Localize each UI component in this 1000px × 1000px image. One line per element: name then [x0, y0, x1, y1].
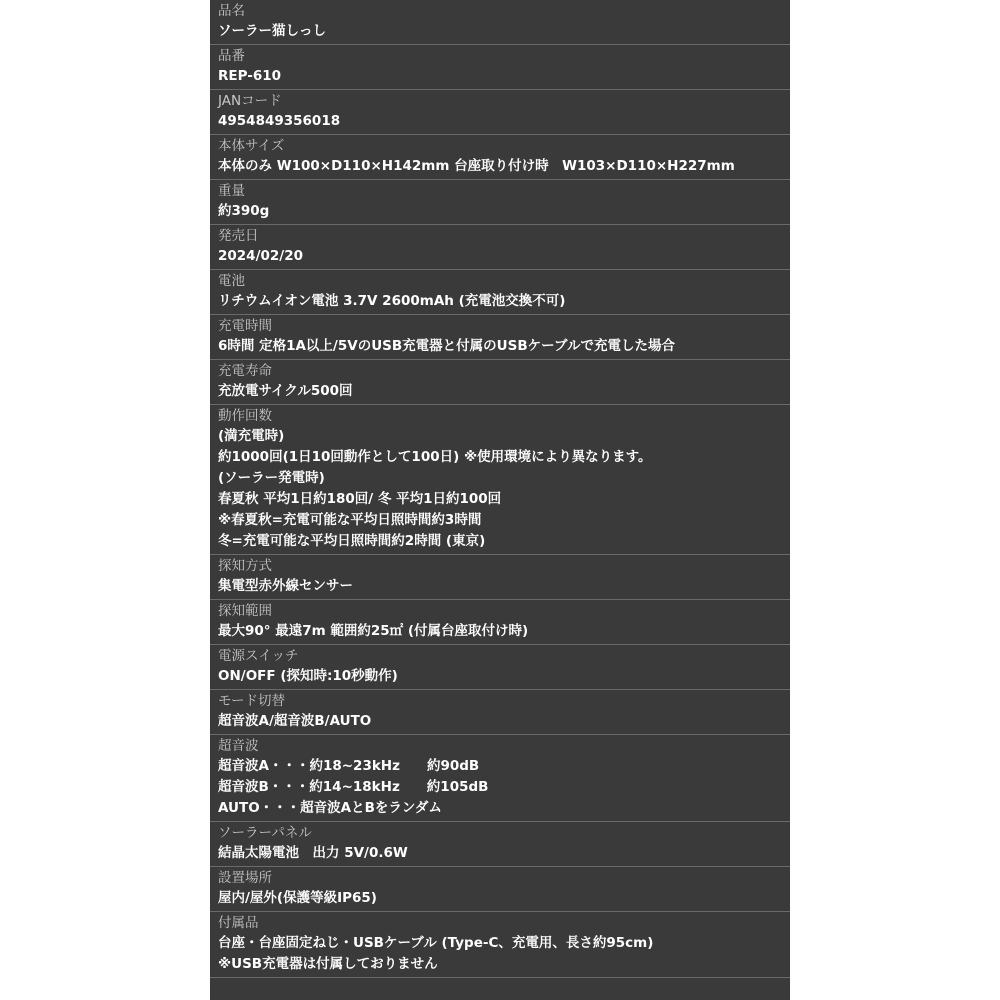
- spec-label: 付属品: [218, 915, 259, 931]
- spec-value: ※USB充電器は付属しておりません: [218, 956, 438, 972]
- spec-row-operation-count: [210, 405, 790, 555]
- spec-label: ソーラーパネル: [218, 825, 312, 841]
- spec-row-solar-panel: [210, 822, 790, 867]
- spec-label: 電源スイッチ: [218, 648, 299, 664]
- spec-value: 4954849356018: [218, 113, 341, 129]
- spec-row-body-size: [210, 135, 790, 180]
- spec-label: 発売日: [218, 228, 259, 244]
- spec-value: 台座・台座固定ねじ・USBケーブル (Type-C、充電用、長さ約95cm): [218, 935, 654, 951]
- spec-value: 2024/02/20: [218, 248, 304, 264]
- spec-row-charge-time: [210, 315, 790, 360]
- spec-row-installation-place: [210, 867, 790, 912]
- spec-row-jan-code: [210, 90, 790, 135]
- spec-row-battery: [210, 270, 790, 315]
- spec-value: ※春夏秋=充電可能な平均日照時間約3時間: [218, 512, 482, 528]
- spec-row-power-switch: [210, 645, 790, 690]
- spec-value: 超音波A/超音波B/AUTO: [218, 713, 372, 729]
- spec-value: 約390g: [218, 203, 270, 219]
- spec-row-accessories: [210, 912, 790, 978]
- spec-value: リチウムイオン電池 3.7V 2600mAh (充電池交換不可): [218, 293, 566, 309]
- spec-label: 動作回数: [218, 408, 272, 424]
- spec-row-release-date: [210, 225, 790, 270]
- spec-value: 本体のみ W100×D110×H142mm 台座取り付け時 W103×D110×H227mm: [218, 158, 735, 174]
- spec-value: 充放電サイクル500回: [218, 383, 353, 399]
- spec-label: 充電寿命: [218, 363, 272, 379]
- spec-label: 充電時間: [218, 318, 272, 334]
- spec-label: 本体サイズ: [218, 138, 285, 154]
- spec-label: 設置場所: [218, 870, 272, 886]
- spec-value: 冬=充電可能な平均日照時間約2時間 (東京): [218, 533, 486, 549]
- spec-label: JANコード: [218, 93, 282, 109]
- spec-value: 屋内/屋外(保護等級IP65): [218, 890, 377, 906]
- spec-table: [210, 0, 790, 1000]
- spec-row-detection-method: [210, 555, 790, 600]
- spec-value: 約1000回(1日10回動作として100日) ※使用環境により異なります。: [218, 449, 652, 465]
- spec-value: AUTO・・・超音波AとBをランダム: [218, 800, 442, 816]
- spec-label: 超音波: [218, 738, 259, 754]
- spec-value: (ソーラー発電時): [218, 470, 325, 486]
- spec-value: 超音波A・・・約18~23kHz 約90dB: [218, 758, 480, 774]
- spec-value: (満充電時): [218, 428, 285, 444]
- spec-value: 超音波B・・・約14~18kHz 約105dB: [218, 779, 489, 795]
- spec-value: 最大90° 最遠7m 範囲約25㎡ (付属台座取付け時): [218, 623, 529, 639]
- spec-value: 結晶太陽電池 出力 5V/0.6W: [218, 845, 408, 861]
- spec-value: 春夏秋 平均1日約180回/ 冬 平均1日約100回: [218, 491, 502, 507]
- spec-row-ultrasonic: [210, 735, 790, 822]
- spec-label: モード切替: [218, 693, 285, 709]
- spec-label: 重量: [218, 183, 245, 199]
- spec-row-charge-life: [210, 360, 790, 405]
- spec-row-product-name: [210, 0, 790, 45]
- spec-label: 探知方式: [218, 558, 272, 574]
- spec-row-mode-switch: [210, 690, 790, 735]
- spec-label: 品番: [218, 48, 245, 64]
- spec-label: 探知範囲: [218, 603, 272, 619]
- spec-row-model-number: [210, 45, 790, 90]
- spec-value: REP-610: [218, 68, 282, 84]
- spec-value: 6時間 定格1A以上/5VのUSB充電器と付属のUSBケーブルで充電した場合: [218, 338, 675, 354]
- spec-value: ON/OFF (探知時:10秒動作): [218, 668, 398, 684]
- spec-row-weight: [210, 180, 790, 225]
- spec-value: 集電型赤外線センサー: [218, 578, 353, 594]
- spec-row-detection-range: [210, 600, 790, 645]
- spec-label: 電池: [218, 273, 245, 289]
- spec-value: ソーラー猫しっし: [218, 23, 326, 39]
- spec-label: 品名: [218, 3, 245, 19]
